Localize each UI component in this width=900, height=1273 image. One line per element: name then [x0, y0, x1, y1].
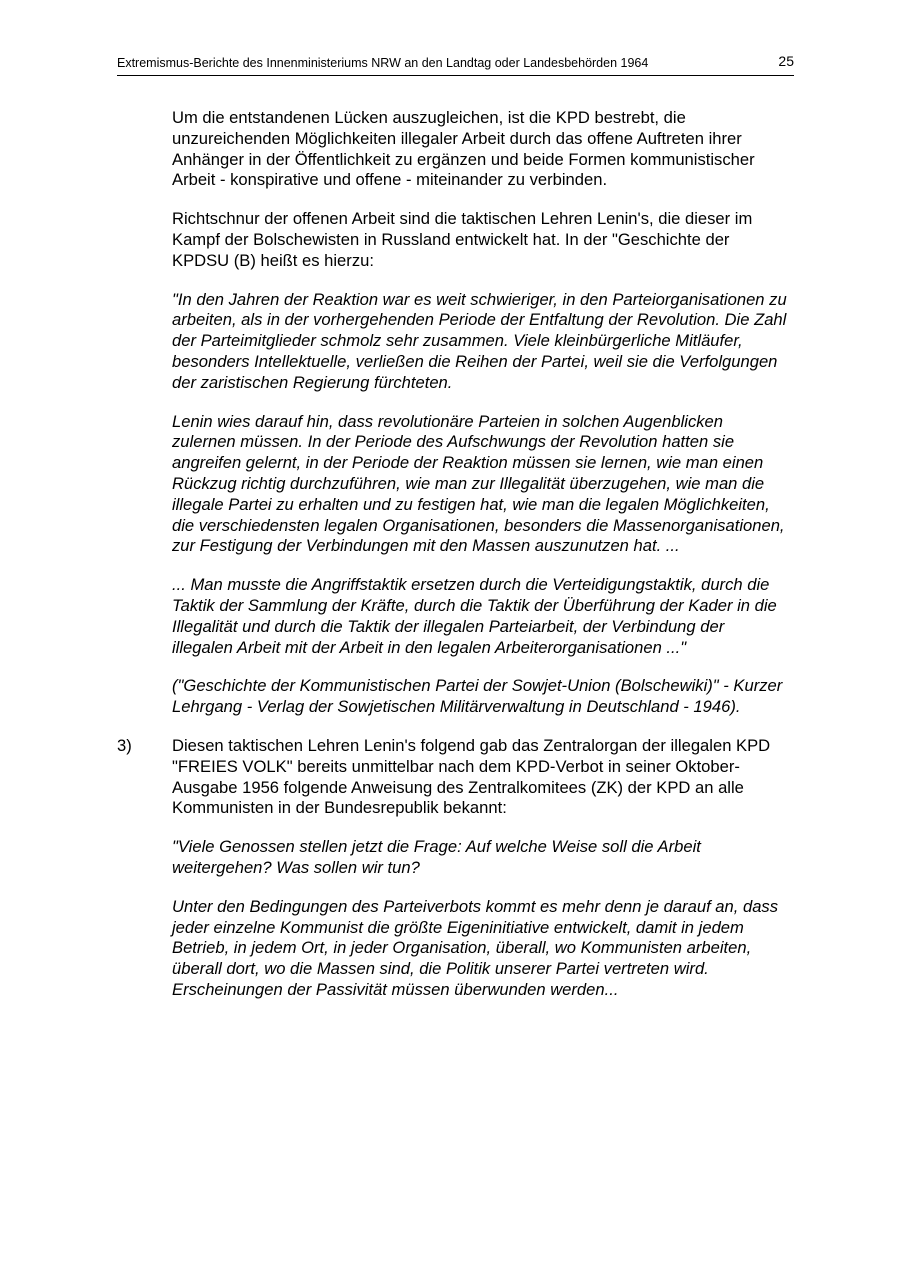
header-title: Extremismus-Berichte des Innenministeriums NRW an den Landtag oder Landesbehörden 1964	[117, 56, 649, 70]
paragraph-intro: Um die entstandenen Lücken auszugleichen, ist die KPD bestrebt, die unzureichenden Möglichkeiten illegaler Arbeit durch das offene Auftreten ihrer Anhänger in der Öffentlichkeit zu ergänzen und beide Formen kommunistischer Arbeit - konspirative und offene - miteinander zu verbinden.	[172, 108, 755, 190]
quote-comrades-question: "Viele Genossen stellen jetzt die Frage: Auf welche Weise soll die Arbeit weitergehen? Was sollen wir tun?	[172, 837, 701, 877]
document-body	[117, 108, 788, 1019]
page-number: 25	[778, 53, 794, 69]
paragraph-guideline: Richtschnur der offenen Arbeit sind die taktischen Lehren Lenin's, die dieser im Kampf der Bolschewisten in Russland entwickelt hat. In der "Geschichte der KPDSU (B) heißt es hierzu:	[172, 209, 753, 270]
item-number: 3)	[117, 735, 132, 755]
numbered-item-text: Diesen taktischen Lehren Lenin's folgend gab das Zentralorgan der illegalen KPD "FREIES VOLK" bereits unmittelbar nach dem KPD-Verbot in seiner Oktober-Ausgabe 1956 folgende Anweisung des Zentralkomitees (ZK) der KPD an alle Kommunisten in der Bundesrepublik bekannt:	[172, 735, 771, 818]
quote-lenin: Lenin wies darauf hin, dass revolutionäre Parteien in solchen Augenblicken zulernen müssen. In der Periode des Aufschwungs der Revolution hatten sie angreifen gelernt, in der Periode der Reaktion müssen sie lernen, wie man einen Rückzug richtig durchzuführen, wie man zur Illegalität überzugehen, wie man die illegale Partei zu erhalten und zu festigen hat, wie man die legalen Möglichkeiten, die verschiedensten legalen Organisationen, besonders die Massenorganisationen, zur Festigung der Verbindungen mit den Massen auszunutzen hat. ...	[172, 411, 785, 556]
quote-party-ban: Unter den Bedingungen des Parteiverbots kommt es mehr denn je darauf an, dass jeder einzelne Kommunist die größte Eigeninitiative entwickelt, damit in jedem Betrieb, in jedem Ort, in jeder Organisation, überall, wo Kommunisten arbeiten, überall dort, wo die Massen sind, die Politik unserer Partei vertreten wird. Erscheinungen der Passivität müssen überwunden werden...	[172, 896, 779, 999]
page-header	[117, 53, 794, 76]
quote-reaction-years: "In den Jahren der Reaktion war es weit schwieriger, in den Parteiorganisationen zu arbeiten, als in der vorhergehenden Periode der Entfaltung der Revolution. Die Zahl der Parteimitglieder schmolz sehr zusammen. Viele kleinbürgerliche Mitläufer, besonders Intellektuelle, verließen die Reihen der Partei, weil sie die Verfolgungen der zaristischen Regierung fürchteten.	[172, 289, 787, 392]
numbered-item-3	[117, 735, 788, 819]
quote-defense-tactics: ... Man musste die Angriffstaktik ersetzen durch die Verteidigungstaktik, durch die Taktik der Sammlung der Kräfte, durch die Taktik der Überführung der Kader in die Illegalität und durch die Taktik der illegalen Parteiarbeit, der Verbindung der illegalen Arbeit mit der Arbeit in den legalen Arbeiterorganisationen ..."	[172, 575, 777, 657]
quote-citation: ("Geschichte der Kommunistischen Partei der Sowjet-Union (Bolschewiki)" - Kurzer Lehrgang - Verlag der Sowjetischen Militärverwaltung in Deutschland - 1946).	[172, 676, 783, 717]
